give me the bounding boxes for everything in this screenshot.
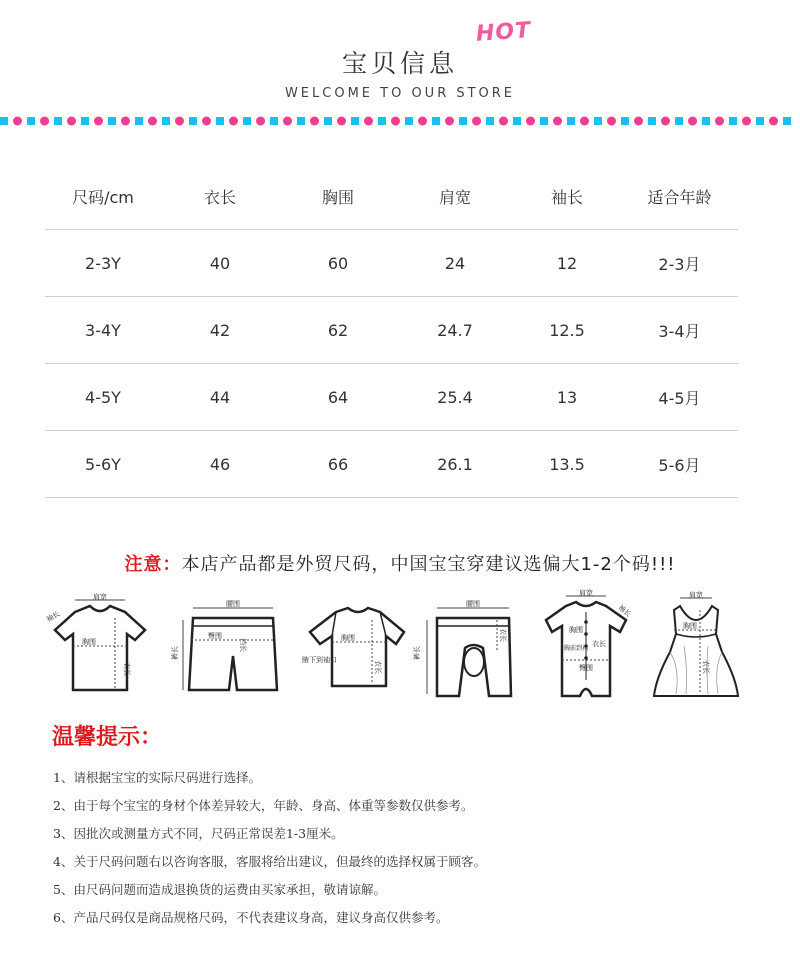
list-item: 1、请根据宝宝的实际尺码进行选择。 <box>53 770 261 785</box>
divider-dot <box>67 117 76 126</box>
divider-dot <box>472 117 481 126</box>
tshirt-outline <box>55 606 145 690</box>
divider-dot <box>418 117 427 126</box>
shorts-outline <box>189 618 277 690</box>
divider-dot <box>769 117 778 126</box>
page-subtitle: WELCOME TO OUR STORE <box>284 86 516 101</box>
divider-dot <box>337 117 346 126</box>
table-row <box>45 431 738 498</box>
table-cell: 12.5 <box>549 320 585 340</box>
divider-dot <box>742 117 751 126</box>
divider-square <box>351 117 359 125</box>
divider-square <box>567 117 575 125</box>
table-header-cell: 尺码/cm <box>72 188 134 207</box>
dress-outline <box>654 606 738 696</box>
measurement-diagrams <box>45 590 745 705</box>
diagram-label: 衣长 <box>499 628 507 642</box>
table-cell: 3-4月 <box>658 321 701 341</box>
raglan-tee-diagram <box>300 590 410 702</box>
divider-dot <box>445 117 454 126</box>
divider-dot <box>607 117 616 126</box>
divider-square <box>432 117 440 125</box>
divider-dot <box>310 117 319 126</box>
notice-label: 注意： <box>124 554 182 575</box>
table-cell: 4-5Y <box>85 387 121 407</box>
divider-square <box>621 117 629 125</box>
table-cell: 3-4Y <box>85 320 121 340</box>
table-cell: 5-6Y <box>85 454 121 474</box>
divider-dot <box>634 117 643 126</box>
list-item: 3、因批次或测量方式不同，尺码正常误差1-3厘米。 <box>53 826 344 841</box>
table-cell: 40 <box>209 253 231 273</box>
divider-square <box>243 117 251 125</box>
divider-dot <box>661 117 670 126</box>
divider-dot <box>715 117 724 126</box>
divider-dot <box>553 117 562 126</box>
table-row <box>45 297 738 364</box>
table-header-cell: 袖长 <box>550 188 583 207</box>
divider-square <box>324 117 332 125</box>
divider-square <box>459 117 467 125</box>
table-header-cell: 衣长 <box>203 188 236 207</box>
table-header-cell: 胸围 <box>321 188 354 207</box>
diagram-label: 胸围 <box>683 622 697 630</box>
table-cell: 5-6月 <box>658 455 701 475</box>
table-cell: 25.4 <box>437 387 473 407</box>
divider-dot <box>499 117 508 126</box>
table-cell: 60 <box>327 253 349 273</box>
table-cell: 2-3Y <box>85 253 121 273</box>
diagram-label: 裆长 <box>239 638 247 652</box>
pants-diagram <box>415 590 525 702</box>
notice-text: 本店产品都是外贸尺码，中国宝宝穿建议选偏大1-2个码!!! <box>181 554 676 575</box>
divider-dot <box>256 117 265 126</box>
divider-dot <box>121 117 130 126</box>
divider-square <box>378 117 386 125</box>
hot-badge: HOT <box>475 18 532 47</box>
table-row <box>45 230 738 297</box>
table-row <box>45 364 738 431</box>
page-title: 宝贝信息 <box>341 49 458 78</box>
button-dot <box>584 656 588 660</box>
list-item: 6、产品尺码仅是商品规格尺码，不代表建议身高，建议身高仅供参考。 <box>53 910 449 925</box>
divider-square <box>297 117 305 125</box>
diagram-label: 腰围 <box>466 600 480 608</box>
divider-dot <box>283 117 292 126</box>
diagram-label: 胸围 <box>82 638 96 646</box>
tshirt-diagram <box>45 590 155 702</box>
size-notice <box>0 550 800 576</box>
divider-square <box>135 117 143 125</box>
list-item: 5、由尺码问题而造成退换货的运费由买家承担，敬请谅解。 <box>53 882 386 897</box>
table-cell: 13 <box>556 387 578 407</box>
diagram-label: 胸围 <box>569 626 583 634</box>
table-cell: 2-3月 <box>658 254 701 274</box>
divider-square <box>216 117 224 125</box>
divider-dot <box>229 117 238 126</box>
diagram-label: 袖长 <box>616 603 633 619</box>
table-header-cell: 适合年龄 <box>647 188 712 207</box>
divider-dot <box>94 117 103 126</box>
divider-square <box>81 117 89 125</box>
diagram-label: 胸前到裆 <box>564 645 589 652</box>
table-cell: 24.7 <box>437 320 473 340</box>
diagram-label: 肩宽 <box>579 589 593 597</box>
table-cell: 62 <box>327 320 349 340</box>
table-cell: 13.5 <box>549 454 585 474</box>
diagram-label: 肩宽 <box>689 591 703 599</box>
table-cell: 46 <box>209 454 231 474</box>
divider-dot <box>40 117 49 126</box>
diagram-label: 袖长 <box>45 609 62 624</box>
divider-square <box>27 117 35 125</box>
table-header-cell: 肩宽 <box>438 188 471 207</box>
button-dot <box>584 620 588 624</box>
divider-square <box>189 117 197 125</box>
divider-square <box>540 117 548 125</box>
list-item: 2、由于每个宝宝的身材个体差异较大，年龄、身高、体重等参数仅供参考。 <box>53 798 474 813</box>
romper-diagram <box>530 590 640 702</box>
diagram-label: 肩宽 <box>93 593 107 601</box>
divider-square <box>783 117 791 125</box>
table-cell: 64 <box>327 387 349 407</box>
diagram-label: 衣长 <box>374 660 382 674</box>
diagram-label: 衣长 <box>123 662 131 676</box>
list-item: 4、关于尺码问题右以咨询客服，客服将给出建议，但最终的选择权属于顾客。 <box>53 854 486 869</box>
divider-square <box>270 117 278 125</box>
diagram-label: 裤长 <box>413 646 421 660</box>
tips-list <box>53 768 486 936</box>
divider-square <box>486 117 494 125</box>
divider-dot <box>13 117 22 126</box>
diagram-label: 衣长 <box>702 660 710 674</box>
divider-square <box>702 117 710 125</box>
table-cell: 66 <box>327 454 349 474</box>
table-cell: 12 <box>556 253 578 273</box>
divider-square <box>675 117 683 125</box>
divider-dot <box>580 117 589 126</box>
shorts-diagram <box>171 590 285 702</box>
diagram-label: 腰围 <box>226 600 240 608</box>
raglan-outline <box>310 608 404 686</box>
divider-square <box>729 117 737 125</box>
divider-dot <box>148 117 157 126</box>
divider-square <box>648 117 656 125</box>
divider-dot <box>688 117 697 126</box>
divider-square <box>756 117 764 125</box>
table-cell: 42 <box>209 320 231 340</box>
table-cell: 24 <box>444 253 466 273</box>
crotch-shape <box>464 648 484 676</box>
table-header-row <box>45 164 738 230</box>
diagram-label: 臀围 <box>579 664 593 672</box>
size-table <box>45 164 738 498</box>
diagram-label: 衣长 <box>592 640 606 648</box>
divider-dot <box>364 117 373 126</box>
divider-dot <box>175 117 184 126</box>
tips-title: 温馨提示： <box>52 724 163 750</box>
header <box>0 0 800 140</box>
divider-square <box>594 117 602 125</box>
diagram-label: 臀围 <box>208 632 222 640</box>
divider-square <box>54 117 62 125</box>
divider-square <box>513 117 521 125</box>
divider-dot <box>202 117 211 126</box>
divider-square <box>162 117 170 125</box>
dress-diagram <box>640 590 750 702</box>
diagram-label: 腋下到袖口 <box>302 656 337 664</box>
diagram-label: 胸围 <box>341 634 355 642</box>
diagram-label: 裤长 <box>171 646 179 660</box>
table-cell: 4-5月 <box>658 388 701 408</box>
divider-square <box>0 117 8 125</box>
divider-square <box>108 117 116 125</box>
button-dot <box>584 632 588 636</box>
divider-dot <box>391 117 400 126</box>
table-cell: 26.1 <box>437 454 473 474</box>
divider-square <box>405 117 413 125</box>
divider-dot <box>526 117 535 126</box>
dotted-divider <box>0 115 800 127</box>
table-cell: 44 <box>209 387 231 407</box>
